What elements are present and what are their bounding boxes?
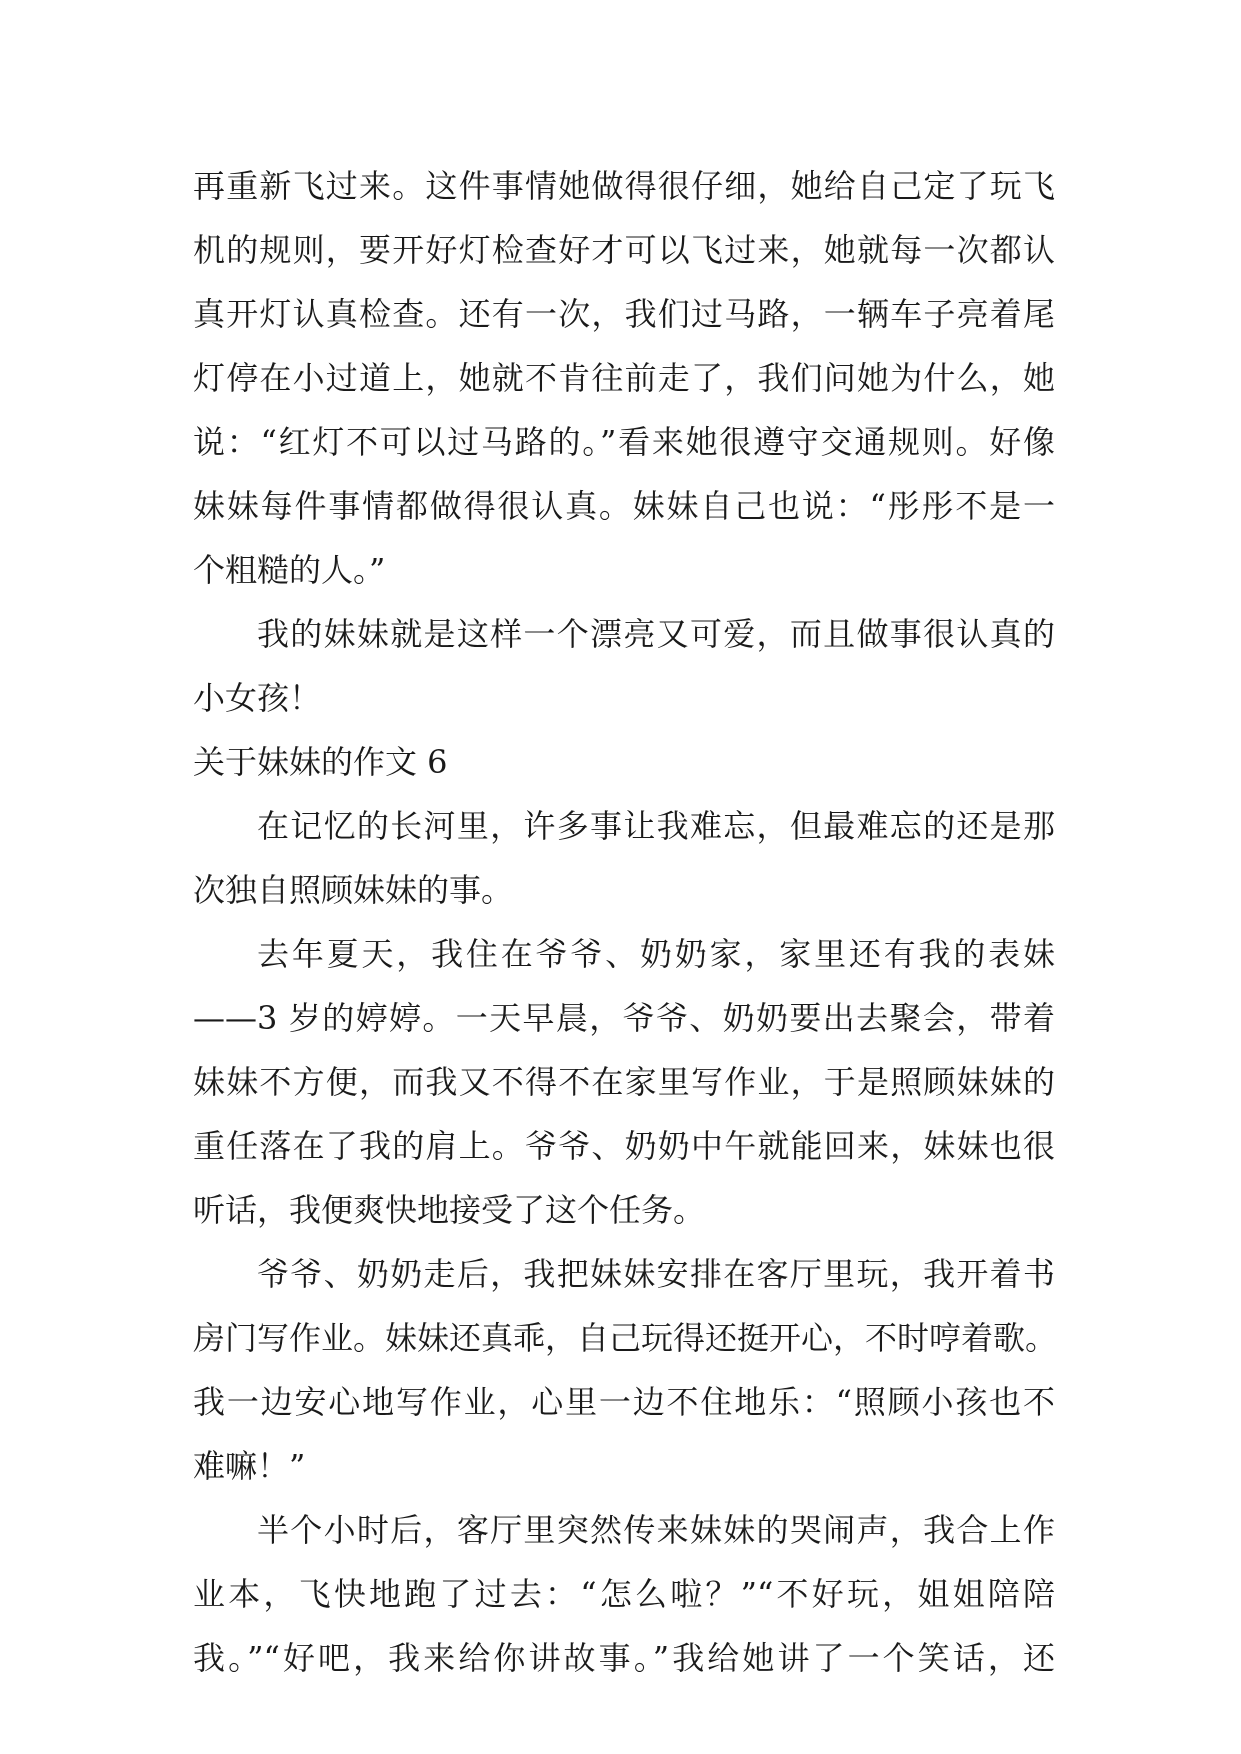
text-line: 妹妹不方便，而我又不得不在家里写作业，于是照顾妹妹的 [193,1063,1055,1101]
text-line: 业本，飞快地跑了过去：“怎么啦？”“不好玩，姐姐陪陪 [193,1575,1055,1613]
text-line: 听话，我便爽快地接受了这个任务。 [193,1191,706,1229]
text-line: ——3 岁的婷婷。一天早晨，爷爷、奶奶要出去聚会，带着 [193,999,1055,1037]
text-line: 再重新飞过来。这件事情她做得很仔细，她给自己定了玩飞 [193,167,1055,205]
text-line: 真开灯认真检查。还有一次，我们过马路，一辆车子亮着尾 [193,295,1055,333]
essay-heading: 关于妹妹的作文 6 [193,743,448,781]
text-line: 机的规则，要开好灯检查好才可以飞过来，她就每一次都认 [193,231,1055,269]
text-line: 灯停在小过道上，她就不肯往前走了，我们问她为什么，她 [193,359,1055,397]
paragraph-first-line: 在记忆的长河里，许多事让我难忘，但最难忘的还是那 [257,807,1055,845]
text-line: 难嘛！” [193,1447,306,1485]
text-line: 说：“红灯不可以过马路的。”看来她很遵守交通规则。好像 [193,423,1055,461]
paragraph-first-line: 我的妹妹就是这样一个漂亮又可爱，而且做事很认真的 [257,615,1055,653]
text-line: 房门写作业。妹妹还真乖，自己玩得还挺开心，不时哼着歌。 [193,1319,1058,1357]
text-line: 我一边安心地写作业，心里一边不住地乐：“照顾小孩也不 [193,1383,1055,1421]
text-line: 我。”“好吧，我来给你讲故事。”我给她讲了一个笑话，还 [193,1639,1055,1677]
paragraph-first-line: 去年夏天，我住在爷爷、奶奶家，家里还有我的表妹 [257,935,1055,973]
text-line: 次独自照顾妹妹的事。 [193,871,514,909]
paragraph-first-line: 爷爷、奶奶走后，我把妹妹安排在客厅里玩，我开着书 [257,1255,1055,1293]
essay-body [193,154,1058,1690]
text-line: 重任落在了我的肩上。爷爷、奶奶中午就能回来，妹妹也很 [193,1127,1055,1165]
text-line: 个粗糙的人。” [193,551,386,589]
paragraph-first-line: 半个小时后，客厅里突然传来妹妹的哭闹声，我合上作 [257,1511,1055,1549]
text-line: 妹妹每件事情都做得很认真。妹妹自己也说：“彤彤不是一 [193,487,1055,525]
text-line: 小女孩！ [193,679,322,717]
